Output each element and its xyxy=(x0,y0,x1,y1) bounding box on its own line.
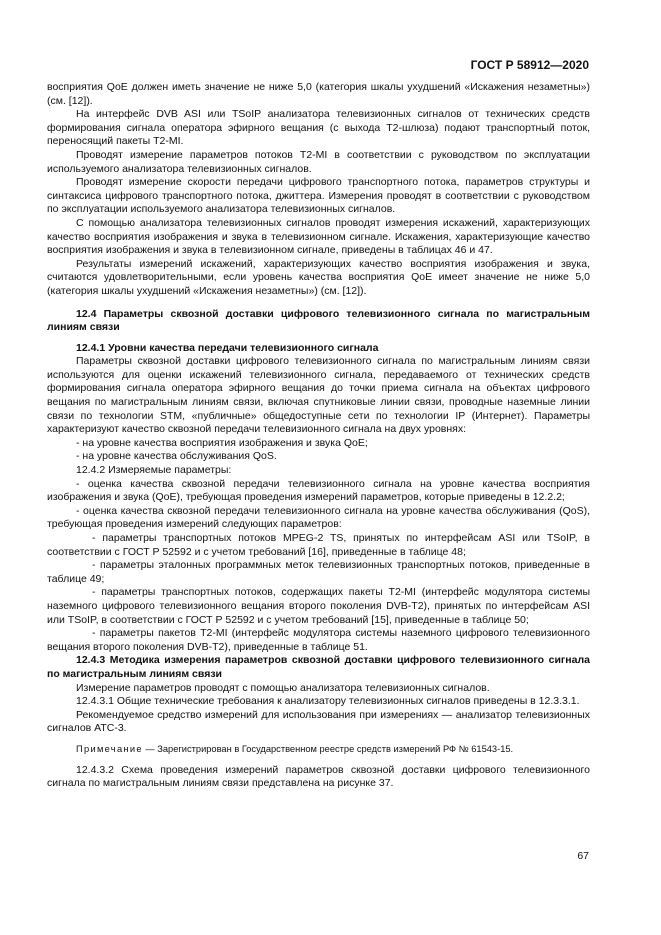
document-body xyxy=(47,81,590,791)
paragraph: Проводят измерение параметров потоков Т2-МI в соответствии с руководством по эксплуатации используемого анализатора телевизионных сигналов. xyxy=(47,148,590,175)
note-label: Примечание xyxy=(76,743,143,754)
list-item: - оценка качества сквозной передачи телевизионного сигнала на уровне качества обслуживания (QoS), требующая проведения измерений следующих параметров: xyxy=(47,504,590,531)
section-heading: 12.4 Параметры сквозной доставки цифрового телевизионного сигнала по магистральным линиям связи xyxy=(47,307,590,334)
list-subitem: - параметры транспортных потоков MPEG-2 TS, принятых по интерфейсам ASI или TSoIP, в соответствии с ГОСТ Р 52592 и с учетом требований [16], приведенные в таблице 48; xyxy=(47,532,590,558)
paragraph: 12.4.3.2 Схема проведения измерений параметров сквозной доставки цифрового телевизионного сигнала по магистральным линиям связи представлена на рисунке 37. xyxy=(47,763,590,790)
list-subitem: - параметры пакетов Т2-МI (интерфейс модулятора системы наземного цифрового телевизионного вещания второго поколения DVB-T2), приведенные в таблице 51. xyxy=(47,627,590,653)
list-subitem: - параметры транспортных потоков, содержащих пакеты Т2-МI (интерфейс модулятора системы наземного цифрового телевизионного вещания второго поколения DVB-T2), принятых по интерфейсам ASI или TSoIP, в соответствии с ГОСТ Р 52592 и с учетом требований [15], приведенные в таблице 50; xyxy=(47,586,590,626)
note-text: — Зарегистрирован в Государственном реестре средств измерений РФ № 61543-15. xyxy=(142,743,514,754)
paragraph: Измерение параметров проводят с помощью анализатора телевизионных сигналов. xyxy=(76,681,490,694)
standard-header: ГОСТ Р 58912—2020 xyxy=(470,58,589,72)
paragraph: Результаты измерений искажений, характеризующих качество восприятия изображения и звука, считаются удовлетворительными, если уровень качества восприятия QoE имеет значение не ниже 5,0 (категория шкалы ухудшений «Искажения незаметны») (см. [12]). xyxy=(47,257,590,297)
note xyxy=(47,743,590,757)
paragraph: С помощью анализатора телевизионных сигналов проводят измерения искажений, характеризующих качество восприятия изображения и звука в телевизионном сигнале. Искажения, характеризующие качество восприятия изображения и звука в телевизионном сигнале, приведены в таблицах 46 и 47. xyxy=(47,216,590,257)
list-item: - оценка качества сквозной передачи телевизионного сигнала на уровне качества восприятия изображения и звука (QoE), требующая проведения измерений параметров, которые приведены в 12.2.2; xyxy=(47,477,590,504)
paragraph: На интерфейс DVB ASI или TSoIP анализатора телевизионных сигналов от технических средств формирования сигнала оператора эфирного вещания (с выхода Т2-шлюза) подают транспортный поток, переносящий пакеты Т2-МI. xyxy=(47,108,590,148)
paragraph: 12.4.2 Измеряемые параметры: xyxy=(76,464,232,477)
paragraph: Рекомендуемое средство измерений для использования при измерениях — анализатор телевизионных сигналов АТС-3. xyxy=(47,708,590,735)
subsection-heading: 12.4.3 Методика измерения параметров сквозной доставки цифрового телевизионного сигнала по магистральным линиям связи xyxy=(47,654,590,680)
page-number: 67 xyxy=(577,850,589,862)
list-item: - на уровне качества восприятия изображения и звука QoE; xyxy=(76,436,368,449)
list-subitem: - параметры эталонных программных меток телевизионных транспортных потоков, приведенные в таблице 49; xyxy=(47,559,590,585)
paragraph: Параметры сквозной доставки цифрового телевизионного сигнала по магистральным линиям связи используются для оценки искажений телевизионного сигнала, передаваемого от технических средств формирования сигнала оператора эфирного вещания до точки приема сигнала на объектах цифрового вещания по магистральным линиям связи, включая спутниковые линии связи, проводные наземные линии связи по технологии STM, «публичные» общедоступные сети по технологии IP (Интернет). Параметры характеризуют качество сквозной передачи телевизионного сигнала на двух уровнях: xyxy=(47,355,590,436)
list-item: - на уровне качества обслуживания QoS. xyxy=(76,450,277,463)
subsection-heading: 12.4.1 Уровни качества передачи телевизионного сигнала xyxy=(76,341,379,354)
paragraph: Проводят измерение скорости передачи цифрового транспортного потока, параметров структуры и синтаксиса цифрового транспортного потока, джиттера. Измерения проводят в соответствии с руководством по эксплуатации используемого анализатора телевизионных сигналов. xyxy=(47,176,590,216)
paragraph: восприятия QoE должен иметь значение не ниже 5,0 (категория шкалы ухудшений «Искажения незаметны») (см. [12]). xyxy=(47,81,590,107)
paragraph: 12.4.3.1 Общие технические требования к анализатору телевизионных сигналов приведены в 12.3.3.1. xyxy=(76,695,580,708)
